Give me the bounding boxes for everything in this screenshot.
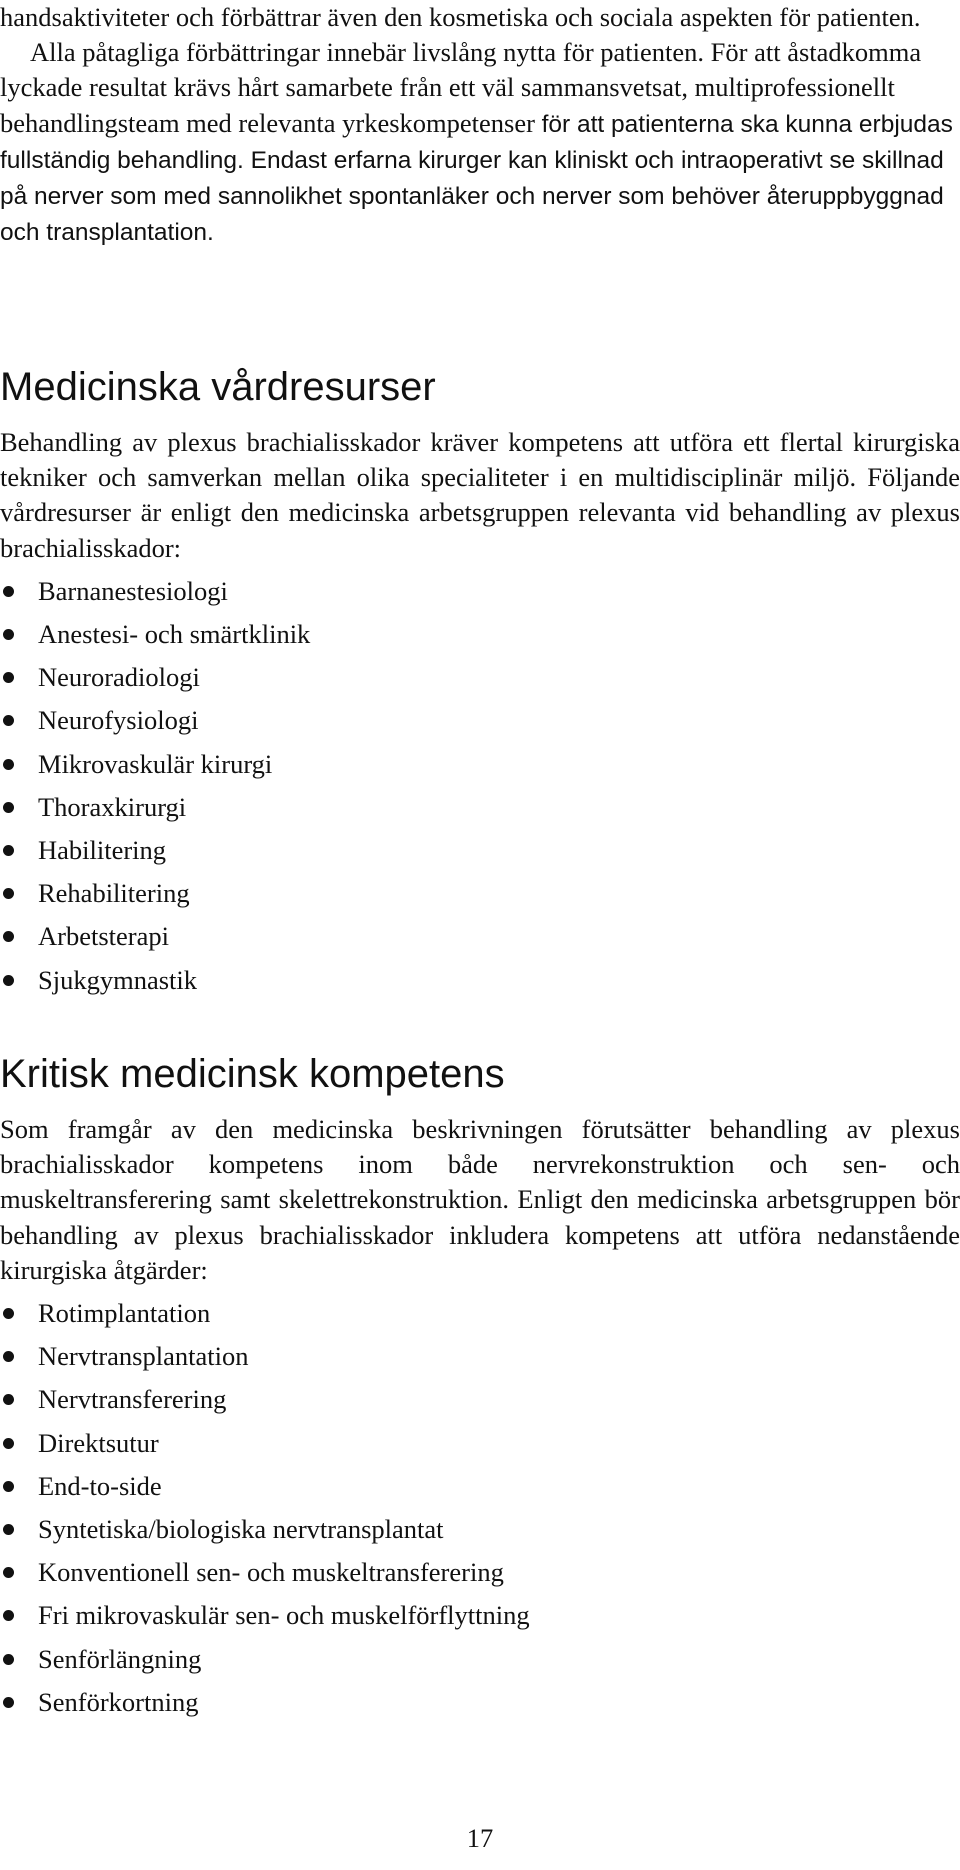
section-kritisk-medicinsk-kompetens (0, 1051, 960, 1724)
list-item (0, 786, 960, 829)
list-item (0, 570, 960, 613)
section-heading-kritisk-medicinsk-kompetens: Kritisk medicinsk kompetens (0, 1052, 505, 1096)
list-item-label: Sjukgymnastik (38, 964, 198, 995)
list-item (0, 1465, 960, 1508)
list-item-label: Syntetiska/biologiska nervtransplantat (38, 1514, 444, 1545)
bullet-icon (3, 1438, 14, 1449)
bullet-icon (3, 759, 14, 770)
list-item-label: Thoraxkirurgi (38, 791, 187, 822)
list-item (0, 1681, 960, 1724)
list-item-label: Direktsutur (38, 1427, 159, 1458)
intro-paragraph-2 (0, 35, 960, 250)
intro-paragraph-continued: handsaktiviteter och förbättrar även den kosmetiska och sociala aspekten för patienten. (0, 2, 921, 32)
list-item-label: Neuroradiologi (38, 662, 200, 693)
list-item (0, 1422, 960, 1465)
list-item (0, 1638, 960, 1681)
list-item (0, 1594, 960, 1637)
list-item-label: Neurofysiologi (38, 705, 199, 736)
list-item (0, 959, 960, 1002)
bullet-icon (3, 1654, 14, 1665)
bullet-icon (3, 1308, 14, 1319)
intro-paragraph-2-sans-text: för att patienterna ska kunna erbjudas fullständig behandling. Endast erfarna kirurger kan kliniskt och intraoperativt se skillnad på nerver som med sannolikhet spontanläker och nerver som behöver återuppbyggnad och transplantation. (0, 110, 953, 247)
section-2-paragraph: Som framgår av den medicinska beskrivningen förutsätter behandling av plexus brachialisskador kompetens inom både nervrekonstruktion och sen- och muskeltransferering samt skelettrekonstruktion. Enligt den medicinska arbetsgruppen bör behandling av plexus brachialisskador inkludera kompetens att utföra nedanstående kirurgiska åtgärder: (0, 1114, 960, 1285)
list-item (0, 1292, 960, 1335)
bullet-icon (3, 586, 14, 597)
list-item (0, 915, 960, 958)
bullet-icon (3, 629, 14, 640)
bullet-icon (3, 672, 14, 683)
list-item-label: Fri mikrovaskulär sen- och muskelförflyttning (38, 1600, 530, 1631)
bullet-icon (3, 1351, 14, 1362)
list-item (0, 613, 960, 656)
intro-block (0, 0, 960, 250)
list-item-label: Barnanestesiologi (38, 575, 228, 606)
list-item-label: Nervtransferering (38, 1384, 227, 1415)
intro-paragraph-2-serif-text: Alla påtagliga förbättringar innebär livslång nytta för patienten. För att åstadkomma lyckade resultat krävs hårt samarbete från ett väl sammansvetsat, multiprofessionellt behandlingsteam med relevanta yrkeskompetenser (0, 37, 922, 138)
bullet-icon (3, 1567, 14, 1578)
bullet-icon (3, 931, 14, 942)
list-item (0, 1551, 960, 1594)
bullet-icon (3, 1697, 14, 1708)
list-item (0, 699, 960, 742)
list-item (0, 656, 960, 699)
list-item-label: Senförkortning (38, 1686, 199, 1717)
list-item (0, 1508, 960, 1551)
bullet-icon (3, 1610, 14, 1621)
vardresurser-list (0, 570, 960, 1002)
bullet-icon (3, 1394, 14, 1405)
list-item (0, 872, 960, 915)
list-item-label: Mikrovaskulär kirurgi (38, 748, 273, 779)
bullet-icon (3, 845, 14, 856)
list-item-label: Rotimplantation (38, 1298, 211, 1329)
bullet-icon (3, 715, 14, 726)
list-item-label: Nervtransplantation (38, 1341, 249, 1372)
list-item-label: End-to-side (38, 1470, 162, 1501)
page-number: 17 (466, 1823, 494, 1853)
bullet-icon (3, 888, 14, 899)
list-item-label: Habilitering (38, 835, 167, 866)
kirurgiska-atgarder-list (0, 1292, 960, 1724)
bullet-icon (3, 975, 14, 986)
list-item (0, 743, 960, 786)
bullet-icon (3, 1481, 14, 1492)
list-item-label: Anestesi- och smärtklinik (38, 619, 311, 650)
bullet-icon (3, 802, 14, 813)
section-medicinska-vardresurser (0, 364, 960, 1002)
list-item-label: Arbetsterapi (38, 921, 169, 952)
list-item (0, 1335, 960, 1378)
list-item-label: Rehabilitering (38, 878, 190, 909)
list-item-label: Konventionell sen- och muskeltransferering (38, 1557, 504, 1588)
list-item (0, 1378, 960, 1421)
bullet-icon (3, 1524, 14, 1535)
section-1-paragraph: Behandling av plexus brachialisskador kräver kompetens att utföra ett flertal kirurgiska tekniker och samverkan mellan olika specialiteter i en multidisciplinär miljö. Följande vårdresurser är enligt den medicinska arbetsgruppen relevanta vid behandling av plexus brachialisskador: (0, 427, 960, 563)
list-item-label: Senförlängning (38, 1643, 202, 1674)
list-item (0, 829, 960, 872)
section-heading-medicinska-vardresurser: Medicinska vårdresurser (0, 365, 436, 409)
